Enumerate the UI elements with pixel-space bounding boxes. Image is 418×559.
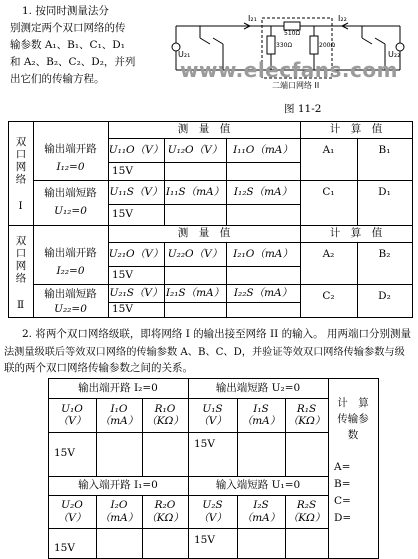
paragraph-line: 联的两个双口网络传输参数之间的关系。: [4, 362, 193, 374]
condition-formula: I₁₂=0: [56, 160, 85, 173]
voltage-value: 15V: [54, 541, 75, 554]
condition-label: 输出端开路: [44, 246, 97, 259]
header-calculated: 计 算 值: [329, 227, 383, 240]
column-header: I₂O （mA）: [99, 499, 139, 524]
calc-param: C₁: [322, 185, 335, 198]
column-header: U₂O （V）: [57, 499, 87, 524]
network-label: 二端口网络 II: [272, 81, 320, 90]
resistor-label: 330Ω: [276, 42, 293, 49]
voltage-value: 15V: [194, 533, 215, 546]
column-header: U₂₁S（V）: [109, 286, 163, 299]
condition-label: 输出端开路: [44, 142, 97, 155]
calc-param: D₂: [378, 289, 391, 302]
current-label-i22: I₂₂: [338, 14, 347, 23]
voltage-value: 15V: [112, 208, 133, 221]
paragraph-line: 2. 将两个双口网络级联，即将网络 I 的输出接至网络 II 的输入。 用两端口分别测量: [22, 328, 411, 340]
column-header: R₁O （KΩ）: [146, 402, 184, 427]
voltage-value: 15V: [112, 164, 133, 177]
calc-param: B₁: [378, 143, 391, 156]
intro-line: 别测定两个双口网络的传: [10, 22, 126, 34]
column-header: I₁S （mA）: [241, 402, 281, 427]
condition-formula: U₁₂=0: [54, 204, 87, 217]
result-a: A=: [334, 461, 351, 473]
column-header: R₁S （KΩ）: [287, 402, 326, 427]
result-b: B=: [334, 478, 351, 490]
calc-param: D₁: [378, 185, 391, 198]
current-label-i21: I₂₁: [248, 14, 257, 23]
column-header: U₂₂O（V）: [167, 247, 223, 260]
figure-caption: 图 11-2: [284, 103, 322, 115]
column-header: I₁₁S（mA）: [165, 185, 225, 198]
intro-line: 出它们的传输方程。: [10, 73, 105, 85]
section-header: 输入端开路 I₁=0: [78, 479, 158, 492]
result-c: C=: [334, 495, 351, 507]
voltage-value: 15V: [112, 303, 133, 316]
column-header: U₁₂O（V）: [167, 143, 223, 156]
header-measured: 测 量 值: [177, 227, 231, 240]
column-header: U₂₁O（V）: [108, 247, 164, 260]
resistor-label: 510Ω: [284, 30, 301, 37]
calc-param: B₂: [378, 247, 391, 260]
network-1-label: 双口网络 I: [14, 136, 27, 214]
condition-label: 输出端短路: [44, 186, 97, 199]
voltage-label-u21: U₂₁: [178, 50, 191, 59]
column-header: I₁₁O（mA）: [233, 143, 293, 156]
voltage-label-u22: U₂₂: [388, 50, 401, 59]
column-header: U₂S （V）: [198, 499, 227, 524]
intro-line: 输参数 A₁、B₁、C₁、D₁: [10, 39, 125, 51]
resistor-label: 200Ω: [319, 42, 336, 49]
header-calculated: 计 算 值: [329, 123, 383, 136]
intro-line: 1. 按同时测量法分: [22, 5, 109, 17]
column-header: U₁₁O（V）: [108, 143, 164, 156]
column-header: I₂S （mA）: [241, 499, 281, 524]
calc-params-header: 计 算 传输参 数: [337, 397, 369, 441]
column-header: U₁S （V）: [198, 402, 227, 427]
calc-param: A₁: [322, 143, 335, 156]
column-header: I₂₁S（mA）: [165, 286, 225, 299]
column-header: U₁O （V）: [57, 402, 87, 427]
voltage-value: 15V: [54, 446, 75, 459]
section-header: 输出端开路 I₂=0: [78, 381, 158, 394]
section-header: 输出端短路 U₂=0: [215, 381, 301, 394]
column-header: I₁O （mA）: [99, 402, 139, 427]
calc-param: C₂: [322, 289, 335, 302]
column-header: R₂S （KΩ）: [287, 499, 326, 524]
calc-param: A₂: [322, 247, 335, 260]
network-2-label: 双口网络 Ⅱ: [14, 235, 27, 313]
column-header: U₁₁S（V）: [109, 185, 163, 198]
condition-formula: U₂₂=0: [54, 303, 87, 316]
result-d: D=: [334, 512, 352, 524]
voltage-value: 15V: [194, 437, 215, 450]
column-header: I₂₂S（mA）: [233, 286, 293, 299]
column-header: I₂₁O（mA）: [233, 247, 293, 260]
header-measured: 测 量 值: [177, 123, 231, 136]
watermark: www.elecfans.com: [180, 58, 398, 82]
paragraph-line: 法测量级联后等效双口网络的传输参数 A、B、C、D，并验证等效双口网络传输参数与级: [4, 347, 405, 358]
column-header: I₁₂S（mA）: [233, 185, 293, 198]
column-header: R₂O （KΩ）: [146, 499, 184, 524]
condition-label: 输出端短路: [44, 287, 97, 300]
intro-line: 和 A₂、B₂、C₂、D₂，并列: [10, 56, 136, 68]
voltage-value: 15V: [112, 268, 133, 281]
condition-formula: I₂₂=0: [56, 264, 85, 277]
section-header: 输入端短路 U₁=0: [215, 479, 301, 492]
